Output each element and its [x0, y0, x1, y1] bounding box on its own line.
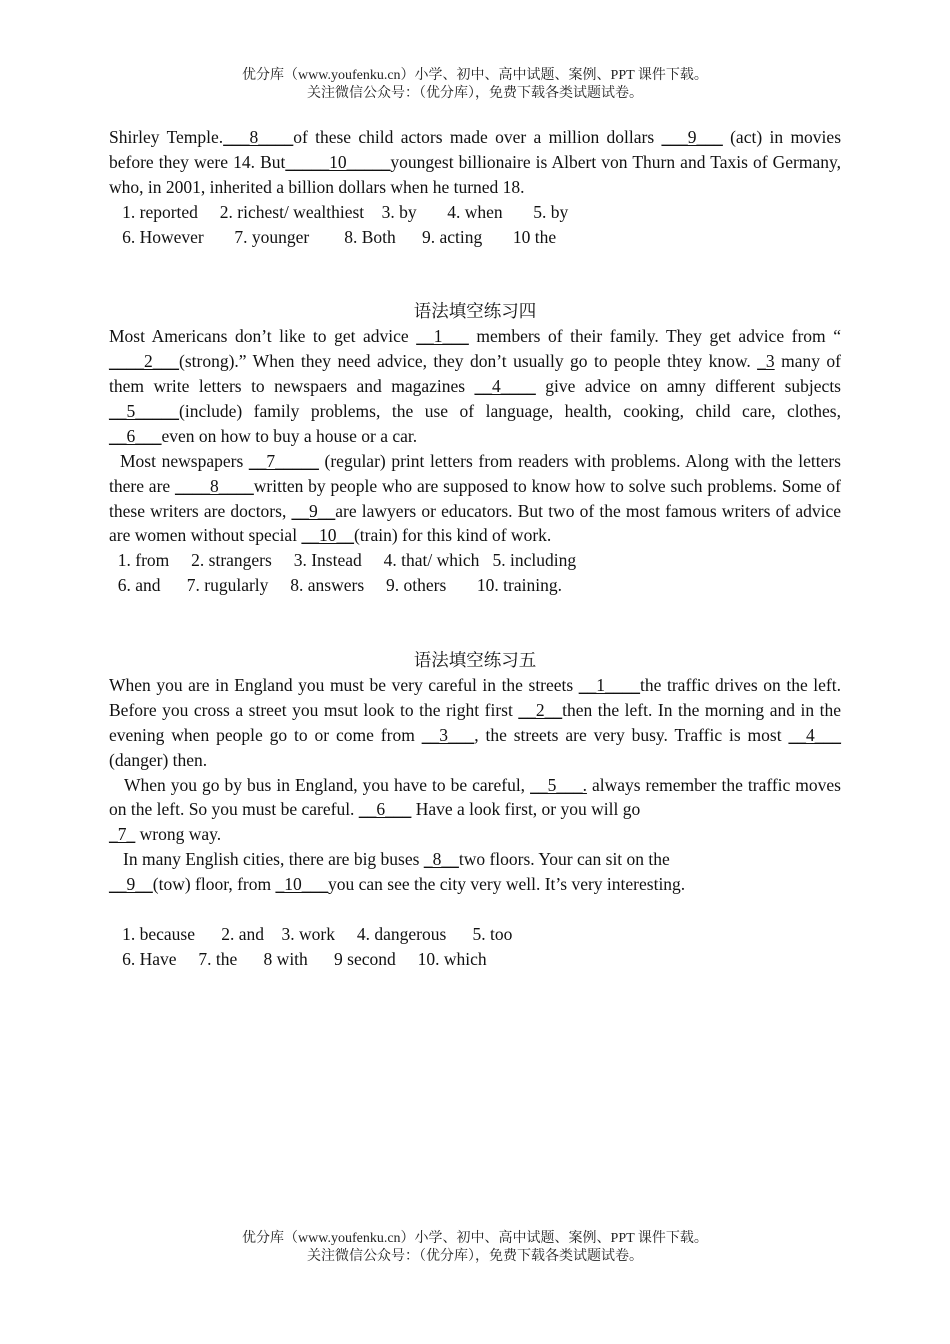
blank-9: __9__ — [291, 500, 336, 521]
section5-title: 语法填空练习五 — [413, 650, 537, 670]
text-run: two floors. Your can sit on the — [458, 849, 670, 870]
text-run: When you are in England you must be very careful in the streets — [109, 674, 579, 695]
text-run: give advice on amny different subjects — [535, 376, 841, 397]
blank-9: ___9___ — [661, 127, 723, 147]
section5-answers-line-2: 6. Have 7. the 8 with 9 second 10. which — [109, 948, 487, 969]
blank-5: __5___. — [530, 774, 587, 795]
text-run: (tow) floor, from — [152, 874, 276, 895]
blank-10: _10___ — [275, 874, 328, 895]
blank-1: __1____ — [578, 674, 641, 695]
text-run: (danger) then. — [109, 749, 208, 770]
document-body — [109, 125, 841, 972]
blank-3: __3___ — [421, 724, 475, 745]
blank-7: _7_ — [109, 824, 136, 845]
page-header — [0, 67, 950, 103]
blank-4: __4____ — [474, 376, 536, 397]
section5-paragraph-3 — [109, 847, 841, 872]
blank-10: __10__ — [301, 525, 354, 546]
blank-8: ____8____ — [175, 475, 254, 496]
blank-7: __7_____ — [248, 450, 319, 471]
text-run: , the streets are very busy. Traffic is most — [474, 724, 789, 745]
footer-line-2: 关注微信公众号：（优分库），免费下载各类试题试卷。 — [307, 1249, 643, 1264]
text-run: the traffic drives on the left. Before you cross a street you msut look to the right first — [109, 674, 841, 720]
blank-8: ___8____ — [223, 127, 294, 147]
text-run: In many English cities, there are big buses — [123, 849, 424, 870]
section4-answers-line-1: 1. from 2. strangers 3. Instead 4. that/ which 5. including — [109, 550, 577, 571]
text-run: you can see the city very well. It’s very interesting. — [328, 874, 686, 895]
section3-paragraph — [109, 125, 841, 200]
blank-2: __2__ — [518, 699, 563, 720]
text-run: When you go by bus in England, you have to be careful, — [124, 774, 531, 795]
text-run: (strong).” When they need advice, they don’t usually go to people thtey know. — [179, 351, 758, 372]
blank-4: __4___ — [788, 724, 841, 745]
text-run: (include) family problems, the use of language, health, cooking, child care, clothes, — [179, 400, 841, 421]
footer-line-1: 优分库（www.youfenku.cn）小学、初中、高中试题、案例、PPT 课件下载。 — [242, 1231, 708, 1246]
text-run: Most newspapers — [120, 450, 249, 471]
text-run: even on how to buy a house or a car. — [161, 425, 418, 446]
header-line-1: 优分库（www.youfenku.cn）小学、初中、高中试题、案例、PPT 课件下载。 — [242, 68, 708, 83]
text-run: then the left. In the morning and in the evening when people go to or come from — [109, 699, 841, 745]
text-run: are lawyers or educators. But two of the most famous writers of advice are women without special — [109, 500, 841, 546]
text-run: Shirley Temple. — [109, 127, 224, 147]
blank-9: __9__ — [109, 874, 153, 895]
section5-paragraph-1 — [109, 673, 841, 773]
text-run: of these child actors made over a million dollars — [293, 127, 662, 147]
text-run: Have a look first, or you will go — [411, 799, 641, 820]
section5-paragraph-3-continued — [109, 872, 841, 897]
blank-5: __5_____ — [109, 400, 179, 421]
text-run: written by people who are supposed to know how to solve such problems. Some of these writers are doctors, — [109, 475, 841, 521]
blank-6: __6___ — [109, 425, 162, 446]
blank-1: __1___ — [416, 326, 469, 347]
text-run: wrong way. — [135, 824, 222, 845]
blank-3: _3 — [757, 351, 775, 372]
section3-answers-line-2: 6. However 7. younger 8. Both 9. acting 10 the — [109, 226, 557, 247]
section4-answers-line-2: 6. and 7. rugularly 8. answers 9. others 10. training. — [109, 575, 562, 596]
page-footer — [0, 1230, 950, 1266]
text-run: members of their family. They get advice from “ — [468, 326, 841, 347]
section5-paragraph-2-continued — [109, 822, 841, 847]
blank-6: __6___ — [358, 799, 412, 820]
section3-answers-line-1: 1. reported 2. richest/ wealthiest 3. by 4. when 5. by — [109, 201, 569, 222]
blank-2: ____2___ — [109, 351, 179, 372]
text-run: youngest billionaire is Albert von Thurn and Taxis of Germany, who, in 2001, inherited a billion dollars when he turned 18. — [109, 151, 842, 197]
section4-paragraph-1 — [109, 324, 841, 449]
blank-8: _8__ — [423, 849, 459, 870]
text-run: Most Americans don’t like to get advice — [109, 326, 417, 347]
text-run: (train) for this kind of work. — [353, 525, 552, 546]
text-run: (act) in movies before they were 14. But — [109, 127, 842, 172]
section5-paragraph-2 — [109, 773, 841, 823]
header-line-2: 关注微信公众号：（优分库），免费下载各类试题试卷。 — [307, 86, 643, 101]
text-run: always remember the traffic moves on the left. So you must be careful. — [109, 774, 841, 820]
section5-answers-line-1: 1. because 2. and 3. work 4. dangerous 5. too — [109, 923, 513, 944]
section4-paragraph-2 — [109, 449, 841, 549]
blank-10: _____10_____ — [285, 151, 391, 172]
text-run: many of them write letters to newspaers and magazines — [109, 351, 841, 397]
section4-title: 语法填空练习四 — [413, 301, 537, 322]
text-run: (regular) print letters from readers with problems. Along with the letters there are — [109, 450, 841, 496]
